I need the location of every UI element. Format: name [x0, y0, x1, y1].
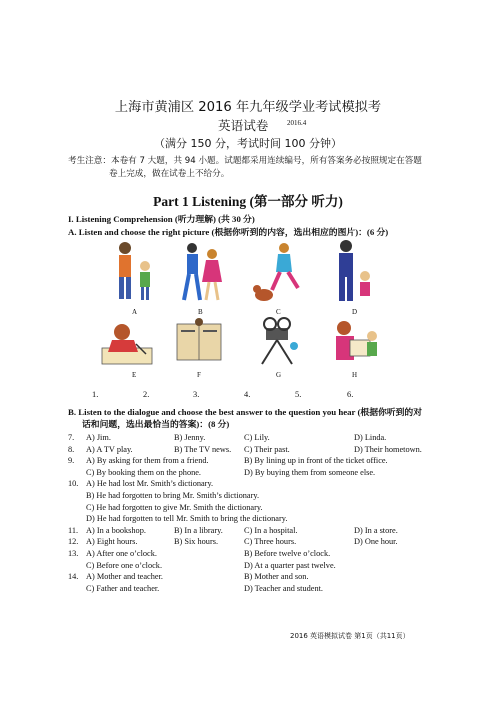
question-number: 13. — [68, 548, 79, 558]
question-list — [68, 433, 438, 595]
answer-option: A) He had lost Mr. Smith’s dictionary. — [86, 479, 214, 489]
answer-option: A) After one o’clock. — [86, 548, 157, 558]
answer-option: A) Eight hours. — [86, 537, 138, 547]
answer-option: A) In a bookshop. — [86, 525, 146, 535]
answer-option: C) Before one o’clock. — [86, 560, 163, 570]
question-number: 9. — [68, 456, 75, 466]
question-row — [68, 503, 438, 515]
question-row — [68, 456, 438, 468]
answer-option: B) The TV news. — [174, 444, 232, 454]
answer-option: D) Linda. — [354, 433, 387, 442]
question-row — [68, 514, 438, 526]
exam-subtitle: 英语试卷 — [218, 118, 269, 133]
question-row — [68, 526, 438, 538]
answer-option: D) In a store. — [354, 525, 398, 535]
notice-line-1: 考生注意：本卷有 7 大题，共 94 小题。试题都采用连续编号，所有答案务必按照规定在答题 — [68, 156, 422, 166]
picture-label-d: D — [352, 308, 358, 316]
answer-option: B) Before twelve o’clock. — [244, 548, 331, 558]
notice — [68, 155, 438, 181]
picture-b-couple-dancing — [178, 240, 226, 304]
score-line: （满分 150 分，考试时间 100 分钟） — [154, 137, 342, 150]
picture-label-e: E — [132, 371, 137, 379]
section-1-heading: I. Listening Comprehension (听力理解) (共 30 分) — [68, 214, 255, 224]
picture-h-parent-and-child-reading — [330, 318, 382, 368]
question-number: 11. — [68, 525, 79, 535]
question-row — [68, 479, 438, 491]
answer-option: C) He had forgotten to give Mr. Smith the dictionary. — [86, 502, 263, 512]
answer-option: C) Three hours. — [244, 537, 297, 547]
question-number: 8. — [68, 444, 75, 454]
section-b-heading — [68, 406, 440, 430]
answer-option: C) Father and teacher. — [86, 583, 160, 593]
picture-label-h: H — [352, 371, 358, 379]
answer-option: A) Mother and teacher. — [86, 572, 163, 582]
answer-option: B) By lining up in front of the ticket office. — [244, 456, 388, 466]
picture-label-a: A — [132, 308, 138, 316]
question-number: 12. — [68, 537, 79, 547]
part-title: Part 1 Listening (第一部分 听力) — [153, 194, 343, 209]
question-row — [68, 445, 438, 457]
notice-line-2: 卷上完成，做在试卷上不给分。 — [109, 169, 230, 179]
answer-option: C) By booking them on the phone. — [86, 467, 201, 477]
picture-a-family-walking — [105, 238, 160, 304]
answer-option: D) He had forgotten to tell Mr. Smith to bring the dictionary. — [86, 514, 288, 524]
answer-option: C) Their past. — [244, 444, 290, 454]
answer-number-3: 3. — [193, 390, 200, 399]
answer-option: B) Jenny. — [174, 433, 206, 442]
answer-number-6: 6. — [347, 390, 354, 399]
picture-label-b: B — [198, 308, 203, 316]
picture-label-c: C — [276, 308, 281, 316]
question-row — [68, 549, 438, 561]
answer-number-1: 1. — [92, 390, 99, 399]
picture-label-g: G — [276, 371, 282, 379]
question-row — [68, 433, 438, 445]
section-b-line-2: 话和问题，选出最恰当的答案)：(8 分) — [82, 419, 230, 429]
picture-g-film-camera — [252, 316, 304, 368]
picture-f-boy-reading-book — [175, 318, 225, 368]
answer-option: C) Lily. — [244, 433, 270, 442]
answer-option: D) Their hometown. — [354, 444, 422, 454]
question-number: 14. — [68, 572, 79, 582]
exam-date: 2016.4 — [287, 119, 307, 127]
answer-option: C) In a hospital. — [244, 525, 298, 535]
answer-option: B) In a library. — [174, 525, 223, 535]
answer-option: A) Jim. — [86, 433, 111, 442]
question-row — [68, 491, 438, 503]
exam-title: 上海市黄浦区 2016 年九年级学业考试模拟考 — [114, 100, 382, 115]
page-footer: 2016 英语模拟试卷 第1页（共11页） — [290, 632, 410, 640]
answer-option: B) Six hours. — [174, 537, 219, 547]
answer-number-2: 2. — [143, 390, 150, 399]
answer-number-5: 5. — [295, 390, 302, 399]
section-b-line-1: B. Listen to the dialogue and choose the best answer to the question you hear (根据你听到的对 — [68, 407, 423, 417]
picture-d-man-and-child — [328, 238, 376, 304]
answer-option: D) One hour. — [354, 537, 398, 547]
question-row — [68, 537, 438, 549]
answer-option: D) At a quarter past twelve. — [244, 560, 336, 570]
question-row — [68, 572, 438, 584]
question-number: 7. — [68, 433, 75, 442]
answer-option: D) Teacher and student. — [244, 583, 323, 593]
answer-number-4: 4. — [244, 390, 251, 399]
picture-c-running-with-dog — [250, 240, 310, 304]
question-row — [68, 468, 438, 480]
picture-label-f: F — [197, 371, 201, 379]
question-row — [68, 561, 438, 573]
section-a-heading: A. Listen and choose the right picture (根据你听到的内容，选出相应的图片)：(6 分) — [68, 227, 389, 237]
answer-option: B) Mother and son. — [244, 572, 309, 582]
question-number: 10. — [68, 479, 79, 489]
answer-option: A) By asking for them from a friend. — [86, 456, 209, 466]
answer-option: A) A TV play. — [86, 444, 133, 454]
picture-e-student-writing — [100, 318, 155, 368]
question-row — [68, 584, 438, 596]
answer-option: B) He had forgotten to bring Mr. Smith’s dictionary. — [86, 490, 260, 500]
answer-option: D) By buying them from someone else. — [244, 467, 376, 477]
